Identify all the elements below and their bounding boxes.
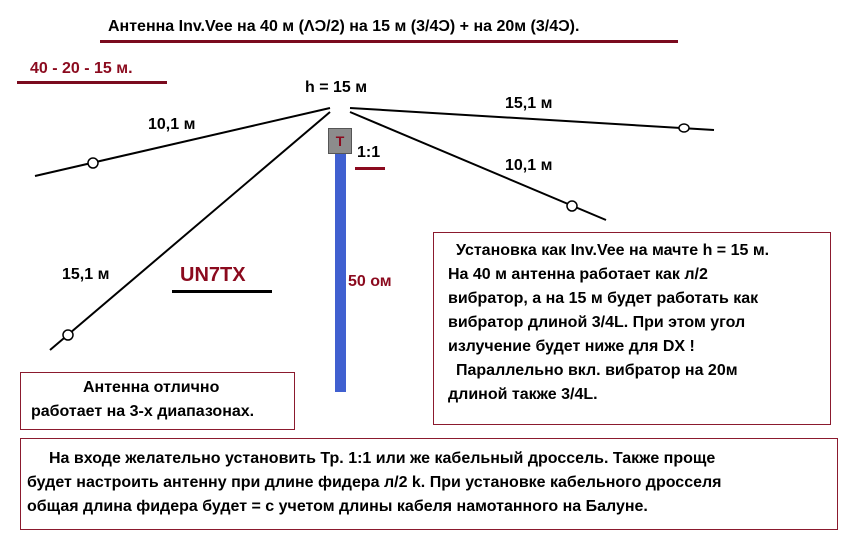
feeder-impedance-label: 50 ом — [348, 273, 392, 290]
insulator-lower-right — [567, 201, 577, 211]
install-line: вибратор длиной 3/4L. При этом угол — [448, 314, 746, 331]
wire-label-upper-left: 10,1 м — [148, 116, 196, 133]
feeder-cable — [335, 154, 346, 392]
mast-height-label: h = 15 м — [305, 79, 368, 96]
title-underline — [100, 40, 678, 43]
ratio-label: 1:1 — [357, 144, 381, 161]
callsign-underline — [172, 290, 272, 293]
insulator-lower-left — [63, 330, 73, 340]
wire-label-lower-left: 15,1 м — [62, 266, 110, 283]
works-line: работает на 3-х диапазонах. — [31, 403, 255, 420]
install-line: Параллельно вкл. вибратор на 20м — [456, 362, 738, 379]
insulator-upper-right — [679, 124, 689, 132]
bands-underline — [17, 81, 167, 84]
feeder-note-box — [20, 438, 838, 530]
bands-label: 40 - 20 - 15 м. — [30, 60, 133, 77]
install-line: На 40 м антенна работает как л/2 — [448, 266, 708, 283]
install-line: длиной также 3/4L. — [448, 386, 598, 403]
install-line: вибратор, а на 15 м будет работать как — [448, 290, 759, 307]
callsign-label: UN7TX — [180, 264, 246, 286]
installation-note-box — [433, 232, 831, 425]
wire-label-lower-right: 10,1 м — [505, 157, 553, 174]
note-line: На входе желательно установить Тр. 1:1 или же кабельный дроссель. Также проще — [49, 450, 716, 467]
diagram-title: Антенна Inv.Vee на 40 м (ɅƆ/2) на 15 м (3/4Ɔ) + на 20м (3/4Ɔ). — [108, 18, 580, 35]
works-line: Антенна отлично — [83, 379, 220, 396]
insulator-upper-left — [88, 158, 98, 168]
wire-label-upper-right: 15,1 м — [505, 95, 553, 112]
ratio-underline — [355, 167, 385, 170]
install-line: Установка как Inv.Vee на мачте h = 15 м. — [456, 242, 770, 259]
wire-lower-left — [50, 112, 330, 350]
performance-note-box — [20, 372, 295, 430]
note-line: будет настроить антенну при длине фидера л/2 k. При установке кабельного дросселя — [27, 474, 722, 491]
install-line: излучение будет ниже для DX ! — [448, 338, 695, 355]
note-line: общая длина фидера будет = с учетом длины кабеля намотанного на Балуне. — [27, 498, 648, 515]
transformer-box: T — [328, 128, 352, 154]
